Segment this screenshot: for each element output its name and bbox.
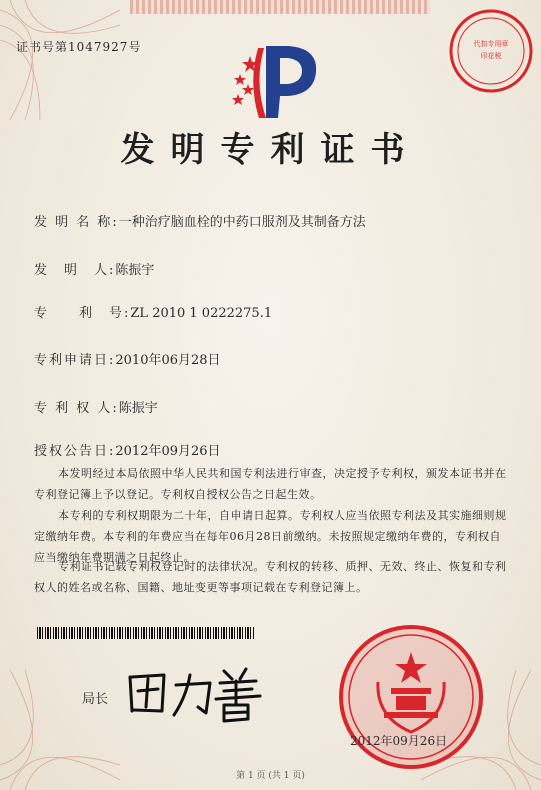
field-label: 专 利 权 人: <box>34 401 119 416</box>
field-label: 发 明 人: <box>34 263 116 278</box>
field-label: 专利申请日: <box>34 353 116 368</box>
seal-date: 2012年09月26日 <box>350 734 448 748</box>
director-title: 局长 <box>82 692 109 707</box>
paragraph-text: 本专利的专利权期限为二十年，自申请日起算。专利权人应当依照专利法及其实施细则规定缴纳年费。本专利的年费应当在每年06月28日前缴纳。未按照规定缴纳年费的，专利权自应当缴纳年费期满之日起终止。 <box>34 509 507 564</box>
field-value: 陈振宇 <box>118 401 158 416</box>
paragraph-grant-statement <box>34 463 510 505</box>
field-patent-number <box>34 302 272 321</box>
certificate-number: 证书号第1047927号 <box>16 40 142 54</box>
field-label: 发 明 名 称: <box>34 215 119 230</box>
field-value: ZL 2010 1 0222275.1 <box>130 306 273 321</box>
field-grant-date <box>34 440 221 459</box>
field-label: 专 利 号: <box>34 306 131 321</box>
guilloche-corner-top-left <box>0 0 120 120</box>
field-value: 陈振宇 <box>115 263 155 278</box>
barcode <box>37 627 255 639</box>
field-patentee <box>34 397 158 416</box>
field-inventor <box>34 259 154 278</box>
field-label: 授权公告日: <box>34 444 116 459</box>
field-value: 2010年06月28日 <box>115 353 221 368</box>
director-signature <box>124 663 264 723</box>
paragraph-register-statement <box>34 556 510 598</box>
svg-text:代扣专用章: 代扣专用章 <box>473 40 509 48</box>
paragraph-text: 专利证书记载专利权登记时的法律状况。专利权的转移、质押、无效、终止、恢复和专利权人的姓名或名称、国籍、地址变更等事项记载在专利登记簿上。 <box>34 560 507 594</box>
paragraph-text: 本发明经过本局依照中华人民共和国专利法进行审查，决定授予专利权，颁发本证书并在专利登记簿上予以登记。专利权自授权公告之日起生效。 <box>34 467 507 501</box>
field-value: 2012年09月26日 <box>115 444 221 459</box>
field-application-date <box>34 349 221 368</box>
field-invention-name <box>34 211 366 230</box>
patent-office-logo-icon <box>226 38 326 120</box>
certificate-title: 发明专利证书 <box>120 130 421 170</box>
top-right-red-stamp <box>446 6 536 96</box>
field-value: 一种治疗脑血栓的中药口服剂及其制备方法 <box>118 215 366 230</box>
svg-text:印花税: 印花税 <box>480 52 502 60</box>
national-ip-administration-seal <box>336 622 486 772</box>
decorative-top-band <box>130 0 430 14</box>
page-footer: 第 1 页 (共 1 页) <box>236 771 305 781</box>
